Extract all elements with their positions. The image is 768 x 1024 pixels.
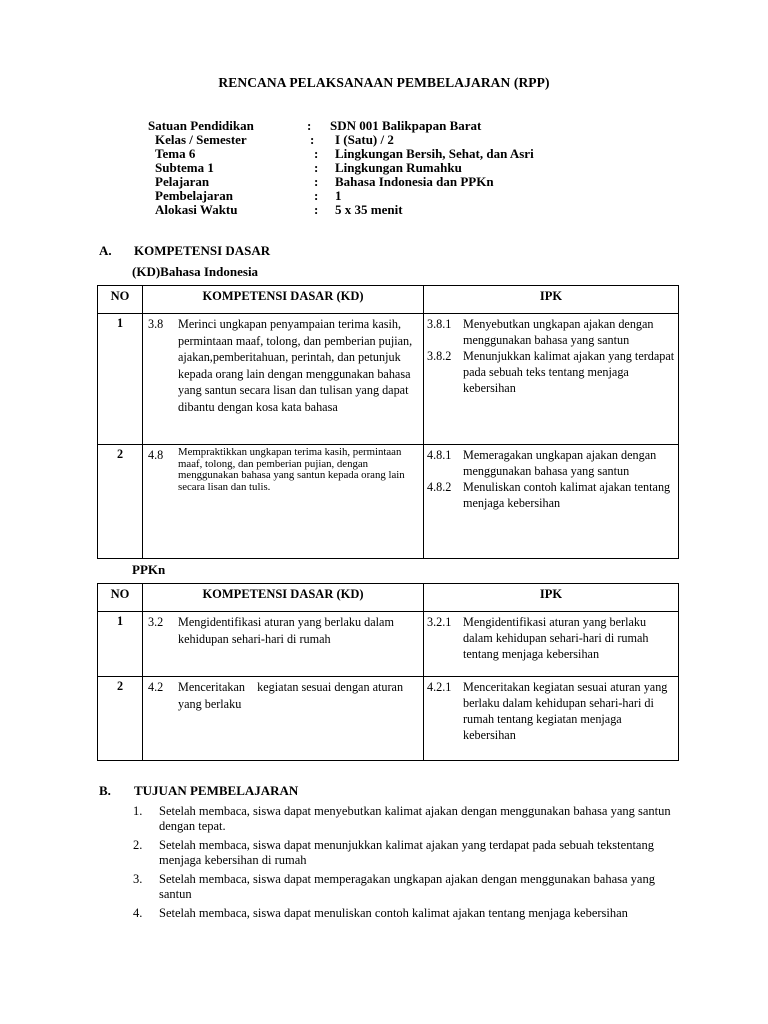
identity-label: Satuan Pendidikan xyxy=(148,118,254,133)
identity-separator: : xyxy=(314,202,319,217)
identity-value: 1 xyxy=(335,188,342,203)
kd-number: 4.8 xyxy=(148,448,164,462)
ipk-text: Menuliskan contoh kalimat ajakan tentang menjaga kebersihan xyxy=(463,480,671,510)
ipk-item xyxy=(427,679,675,743)
ipk-number: 3.8.1 xyxy=(427,317,452,331)
item-number: 2. xyxy=(133,838,143,852)
kd-cell xyxy=(143,314,424,445)
identity-separator: : xyxy=(314,146,319,161)
row-number: 1 xyxy=(98,314,143,445)
header-no: NO xyxy=(98,584,143,612)
list-item xyxy=(133,838,673,868)
row-number: 2 xyxy=(98,677,143,761)
ipk-number: 4.8.2 xyxy=(427,480,452,494)
ipk-item xyxy=(427,316,675,348)
identity-label: Pembelajaran xyxy=(155,188,233,203)
ipk-text: Menyebutkan ungkapan ajakan dengan menggunakan bahasa yang santun xyxy=(463,317,654,347)
kd-cell xyxy=(143,612,424,677)
kd-number: 3.2 xyxy=(148,615,164,629)
identity-separator: : xyxy=(307,118,312,133)
ppkn-kd-table xyxy=(97,583,679,761)
item-text: Setelah membaca, siswa dapat memperagakan ungkapan ajakan dengan menggunakan bahasa yang santun xyxy=(159,872,655,901)
kd-text: Mempraktikkan ungkapan terima kasih, permintaan maaf, tolong, dan pemberian pujian, dengan menggunakan bahasa yang santun kepada orang lain secara lisan dan tulis. xyxy=(178,446,405,493)
table-row xyxy=(98,677,679,761)
section-b-heading: TUJUAN PEMBELAJARAN xyxy=(134,783,299,798)
item-text: Setelah membaca, siswa dapat menyebutkan kalimat ajakan dengan menggunakan bahasa yang santun dengan tepat. xyxy=(159,804,671,833)
table-header-row xyxy=(98,584,679,612)
item-number: 4. xyxy=(133,906,143,920)
identity-value: Lingkungan Bersih, Sehat, dan Asri xyxy=(335,146,534,161)
item-number: 3. xyxy=(133,872,143,886)
table-row xyxy=(98,612,679,677)
ipk-cell xyxy=(424,445,679,559)
kd-text: Menceritakan kegiatan sesuai dengan aturan yang berlaku xyxy=(178,680,407,711)
bahasa-kd-table xyxy=(97,285,679,559)
row-number: 1 xyxy=(98,612,143,677)
kd-number: 4.2 xyxy=(148,680,164,694)
table-header-row xyxy=(98,286,679,314)
ipk-number: 3.8.2 xyxy=(427,349,452,363)
identity-label: Subtema 1 xyxy=(155,160,214,175)
item-text: Setelah membaca, siswa dapat menuliskan contoh kalimat ajakan tentang menjaga kebersihan xyxy=(159,906,628,920)
learning-objectives-list xyxy=(133,804,673,925)
ipk-number: 3.2.1 xyxy=(427,615,452,629)
ipk-item xyxy=(427,614,675,662)
bahasa-subheading: (KD)Bahasa Indonesia xyxy=(132,264,259,279)
header-ipk: IPK xyxy=(424,286,679,314)
ipk-text: Mengidentifikasi aturan yang berlaku dalam kehidupan sehari-hari di rumah tentang menjaga kebersihan xyxy=(463,615,649,661)
ipk-item xyxy=(427,447,675,479)
kd-text: Merinci ungkapan penyampaian terima kasih, permintaan maaf, tolong, dan pemberian pujian, ajakan,pemberitahuan, perintah, dan petunjuk kepada orang lain dengan menggunakan bahasa yang santun secara lisan dan tulisan yang dapat dibantu dengan kosa kata bahasa xyxy=(178,317,413,414)
item-number: 1. xyxy=(133,804,143,818)
ipk-cell xyxy=(424,677,679,761)
header-ipk: IPK xyxy=(424,584,679,612)
identity-separator: : xyxy=(314,160,319,175)
section-a-letter: A. xyxy=(99,243,112,258)
identity-label: Kelas / Semester xyxy=(155,132,247,147)
ipk-number: 4.2.1 xyxy=(427,680,452,694)
row-number: 2 xyxy=(98,445,143,559)
identity-value: 5 x 35 menit xyxy=(335,202,403,217)
identity-separator: : xyxy=(310,132,315,147)
item-text: Setelah membaca, siswa dapat menunjukkan kalimat ajakan yang terdapat pada sebuah tekstentang menjaga kebersihan di rumah xyxy=(159,838,654,867)
identity-label: Alokasi Waktu xyxy=(155,202,238,217)
identity-value: SDN 001 Balikpapan Barat xyxy=(330,118,482,133)
table-row xyxy=(98,314,679,445)
ipk-item xyxy=(427,479,675,511)
list-item xyxy=(133,804,673,834)
document-title: RENCANA PELAKSANAAN PEMBELAJARAN (RPP) xyxy=(218,75,550,90)
table-row xyxy=(98,445,679,559)
identity-separator: : xyxy=(314,188,319,203)
section-a-heading: KOMPETENSI DASAR xyxy=(134,243,271,258)
ipk-text: Menceritakan kegiatan sesuai aturan yang berlaku dalam kehidupan sehari-hari di rumah tentang kegiatan menjaga kebersihan xyxy=(463,680,668,742)
ipk-cell xyxy=(424,612,679,677)
header-kd: KOMPETENSI DASAR (KD) xyxy=(143,584,424,612)
ipk-number: 4.8.1 xyxy=(427,448,452,462)
ipk-text: Menunjukkan kalimat ajakan yang terdapat pada sebuah teks tentang menjaga kebersihan xyxy=(463,349,675,395)
kd-number: 3.8 xyxy=(148,317,164,331)
ipk-cell xyxy=(424,314,679,445)
identity-value: I (Satu) / 2 xyxy=(335,132,394,147)
header-kd: KOMPETENSI DASAR (KD) xyxy=(143,286,424,314)
section-b-letter: B. xyxy=(99,783,111,798)
header-no: NO xyxy=(98,286,143,314)
list-item xyxy=(133,872,673,902)
kd-cell xyxy=(143,445,424,559)
identity-label: Tema 6 xyxy=(155,146,196,161)
ipk-text: Memeragakan ungkapan ajakan dengan menggunakan bahasa yang santun xyxy=(463,448,657,478)
ppkn-subheading: PPKn xyxy=(132,562,166,577)
identity-separator: : xyxy=(314,174,319,189)
identity-value: Lingkungan Rumahku xyxy=(335,160,462,175)
identity-label: Pelajaran xyxy=(155,174,210,189)
ipk-item xyxy=(427,348,675,396)
identity-value: Bahasa Indonesia dan PPKn xyxy=(335,174,494,189)
kd-text: Mengidentifikasi aturan yang berlaku dalam kehidupan sehari-hari di rumah xyxy=(178,615,394,646)
kd-cell xyxy=(143,677,424,761)
list-item xyxy=(133,906,673,921)
